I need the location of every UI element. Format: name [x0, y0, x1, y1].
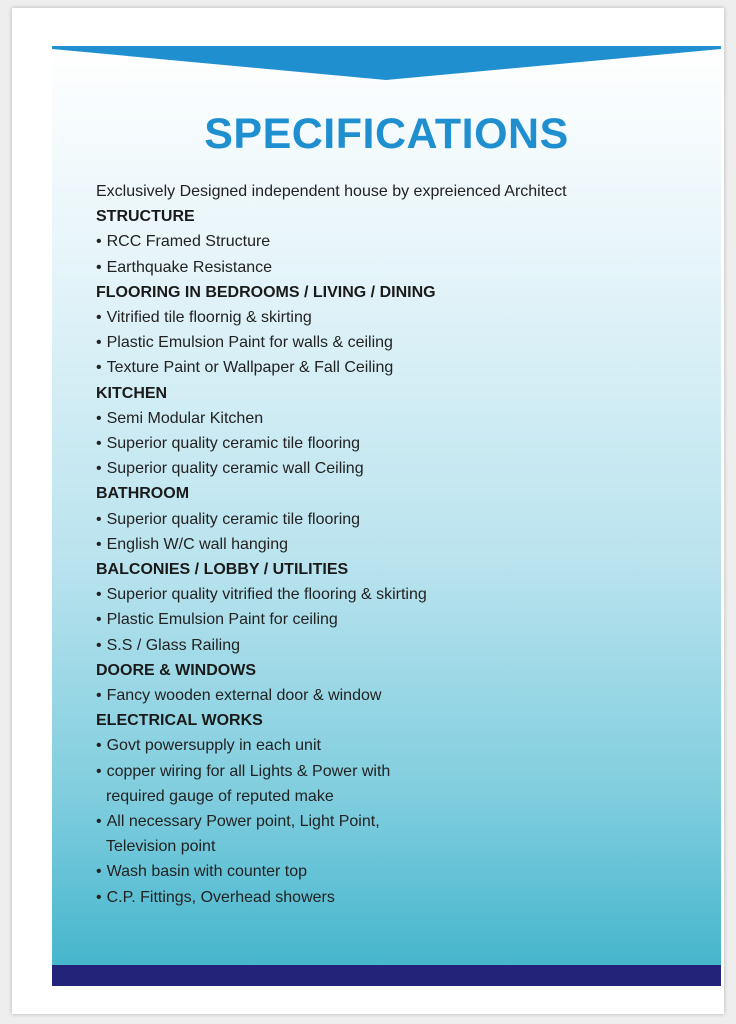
spec-list: [96, 179, 696, 910]
spec-sections: [96, 204, 696, 910]
bottom-band: [52, 965, 721, 986]
spec-item: • Plastic Emulsion Paint for walls & ceiling: [96, 330, 696, 355]
spec-item: • RCC Framed Structure: [96, 229, 696, 254]
section-heading: BALCONIES / LOBBY / UTILITIES: [96, 561, 349, 579]
section-heading: FLOORING IN BEDROOMS / LIVING / DINING: [96, 283, 436, 301]
spec-item: • Superior quality ceramic tile flooring: [96, 431, 696, 456]
specifications-card: [52, 46, 721, 986]
spec-item: • All necessary Power point, Light Point,: [96, 809, 696, 834]
spec-item: • Earthquake Resistance: [96, 255, 696, 280]
page-title: SPECIFICATIONS: [204, 110, 569, 158]
spec-item: • Fancy wooden external door & window: [96, 683, 696, 708]
section-heading: KITCHEN: [96, 384, 168, 402]
spec-item: • S.S / Glass Railing: [96, 633, 696, 658]
section-heading: ELECTRICAL WORKS: [96, 712, 263, 730]
spec-item: • Superior quality vitrified the flooring & skirting: [96, 582, 696, 607]
spec-item-continued: required gauge of reputed make: [106, 787, 334, 805]
spec-item: • English W/C wall hanging: [96, 532, 696, 557]
spec-item: • Wash basin with counter top: [96, 859, 696, 884]
spec-item: • Texture Paint or Wallpaper & Fall Ceiling: [96, 355, 696, 380]
spec-item: • Govt powersupply in each unit: [96, 733, 696, 758]
section-heading: DOORE & WINDOWS: [96, 661, 256, 679]
spec-item: • Superior quality ceramic wall Ceiling: [96, 456, 696, 481]
spec-item: • Vitrified tile floornig & skirting: [96, 305, 696, 330]
document-page: [12, 8, 724, 1014]
intro-text: Exclusively Designed independent house by expreienced Architect: [96, 183, 567, 200]
section-heading: STRUCTURE: [96, 208, 195, 226]
spec-item-continued: Television point: [106, 838, 216, 856]
top-chevron-band: [52, 46, 721, 82]
spec-item: • C.P. Fittings, Overhead showers: [96, 885, 696, 910]
spec-item: • Plastic Emulsion Paint for ceiling: [96, 607, 696, 632]
spec-item: • Superior quality ceramic tile flooring: [96, 507, 696, 532]
section-heading: BATHROOM: [96, 485, 190, 503]
spec-item: • Semi Modular Kitchen: [96, 406, 696, 431]
spec-item: • copper wiring for all Lights & Power with: [96, 759, 696, 784]
